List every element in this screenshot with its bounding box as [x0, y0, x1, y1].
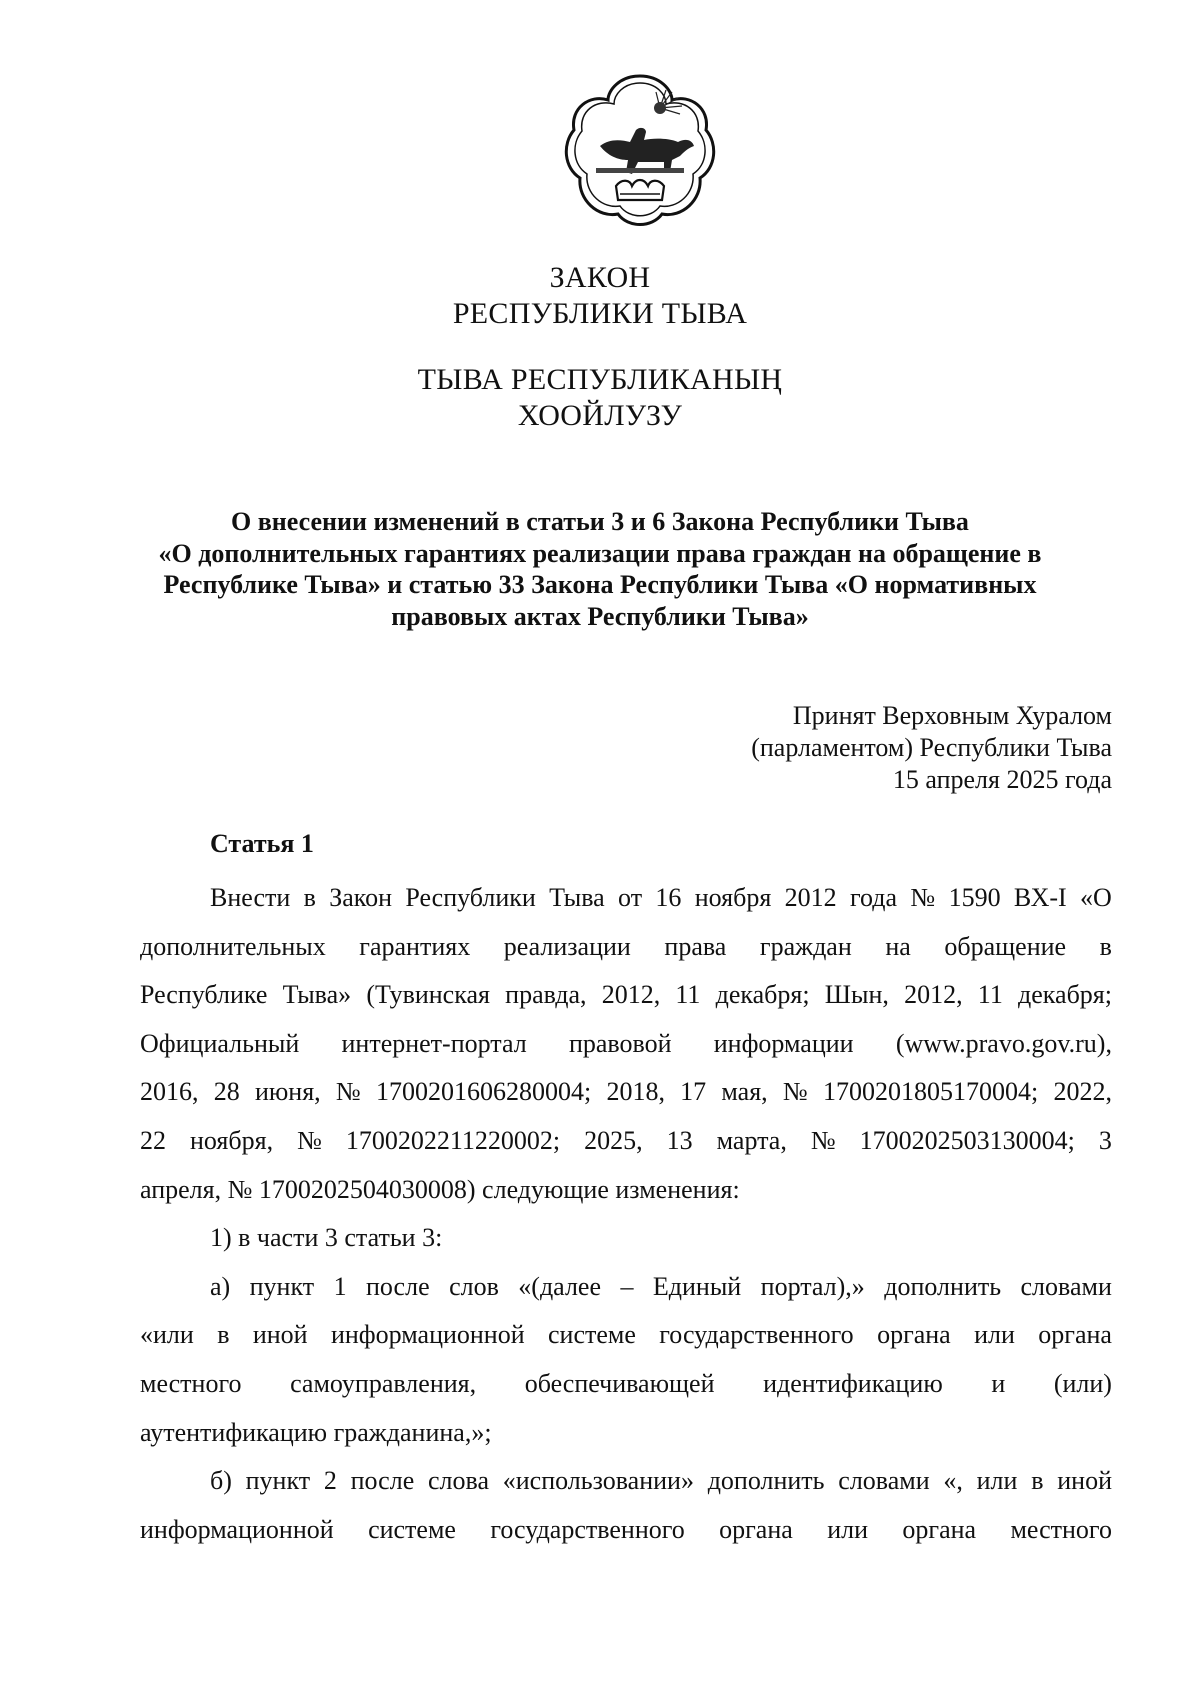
body-word: после	[350, 1466, 415, 1496]
body-word: или	[827, 1514, 869, 1544]
body-word: 3	[1098, 1125, 1112, 1155]
body-word: 1700202211220002;	[345, 1125, 561, 1155]
body-word: Тыва»	[282, 980, 352, 1010]
body-word: органа	[877, 1320, 951, 1350]
body-word: 28	[213, 1077, 240, 1107]
body-word: «использовании»	[502, 1466, 694, 1496]
body-word: системе	[368, 1514, 456, 1544]
body-word: информационной	[330, 1320, 525, 1350]
body-word: интернет-портал	[341, 1028, 527, 1058]
body-word: дополнить	[707, 1466, 825, 1496]
adoption-line: Принят Верховным Хуралом	[792, 701, 1112, 730]
body-word: б)	[210, 1466, 232, 1496]
body-word: в	[1099, 931, 1112, 961]
body-word: словами	[838, 1466, 930, 1496]
body-word: после	[366, 1271, 430, 1301]
body-word: иной	[1057, 1466, 1112, 1496]
law-title-line: РЕСПУБЛИКИ ТЫВА	[452, 297, 748, 330]
body-word: «или	[140, 1320, 194, 1350]
body-word: иной	[252, 1320, 308, 1350]
body-word: органа	[1038, 1320, 1112, 1350]
body-word: обращение	[944, 931, 1067, 961]
body-word: системе	[548, 1320, 636, 1350]
subject-line: правовых актах Республики Тыва»	[391, 601, 809, 631]
body-word: реализации	[503, 931, 631, 961]
body-word: 16	[655, 883, 682, 912]
body-word: 2018,	[606, 1077, 665, 1107]
adoption-line: (парламентом) Республики Тыва	[751, 733, 1112, 762]
body-word: 22	[140, 1125, 166, 1155]
body-word: Республики	[405, 883, 536, 912]
body-word: Официальный	[140, 1028, 300, 1058]
body-word: местного	[1010, 1514, 1112, 1544]
body-word: марта,	[716, 1125, 787, 1155]
body-word: №	[297, 1125, 322, 1155]
body-line: 1) в части 3 статьи 3:	[210, 1223, 443, 1253]
body-word: 2012,	[904, 980, 963, 1010]
law-title-tuvan	[0, 362, 1200, 434]
body-word: местного	[140, 1368, 242, 1398]
body-word: Республике	[140, 980, 268, 1010]
law-title-russian	[0, 260, 1200, 332]
body-word: информационной	[140, 1514, 334, 1544]
body-word: граждан	[759, 931, 852, 961]
body-line	[140, 1020, 1112, 1069]
body-word: 2	[323, 1466, 337, 1496]
body-word: и	[991, 1368, 1006, 1398]
body-word: 11	[977, 980, 1003, 1010]
body-word: 1700201805170004;	[822, 1077, 1039, 1107]
body-word: в	[303, 883, 316, 912]
body-word: –	[620, 1271, 634, 1301]
body-line	[140, 923, 1112, 972]
body-word: 11	[675, 980, 701, 1010]
body-line	[140, 874, 1112, 923]
body-word: или	[976, 1466, 1018, 1496]
article-body	[140, 874, 1112, 1554]
body-word: или	[974, 1320, 1015, 1350]
body-word: (www.pravo.gov.ru),	[895, 1028, 1112, 1058]
law-title-line: ЗАКОН	[549, 261, 651, 294]
law-subject	[130, 506, 1070, 632]
body-word: №	[810, 1125, 836, 1155]
body-word: дополнительных	[140, 931, 326, 961]
body-word: слов	[449, 1271, 499, 1301]
body-word: органа	[902, 1514, 977, 1544]
body-word: «,	[943, 1466, 963, 1496]
body-word: права	[664, 931, 727, 961]
body-word: декабря;	[715, 980, 810, 1010]
body-line	[140, 971, 1112, 1020]
body-word: Единый	[652, 1271, 742, 1301]
body-word: слова	[428, 1466, 489, 1496]
body-word: самоуправления,	[290, 1368, 477, 1398]
body-word: №	[910, 883, 936, 912]
subject-line: Республике Тыва» и статью 33 Закона Республики Тыва «О нормативных	[163, 570, 1037, 599]
body-word: 1	[333, 1271, 347, 1301]
article-heading: Статья 1	[210, 829, 314, 858]
body-word: июня,	[254, 1077, 321, 1107]
body-word: портал),»	[760, 1271, 865, 1301]
law-title-line: ХООЙЛУЗУ	[517, 399, 683, 432]
body-word: (или)	[1053, 1368, 1112, 1398]
adoption-note	[751, 700, 1112, 796]
body-word: 13	[666, 1125, 693, 1155]
law-title-line: ТЫВА РЕСПУБЛИКАНЫҢ	[417, 363, 783, 396]
adoption-date: 15 апреля 2025 года	[892, 765, 1112, 794]
body-word: Внести	[210, 883, 291, 912]
body-word: «(далее	[518, 1271, 602, 1301]
body-word: пункт	[249, 1271, 315, 1301]
body-word: Шын,	[824, 980, 889, 1010]
body-word: 2016,	[140, 1077, 199, 1107]
body-line: аутентификацию гражданина,»;	[140, 1417, 492, 1447]
body-word: мая,	[721, 1077, 768, 1107]
body-word: №	[335, 1077, 361, 1107]
body-word: в	[217, 1320, 230, 1350]
body-word: 2012,	[601, 980, 661, 1010]
body-word: государственного	[490, 1514, 685, 1544]
body-word: на	[885, 931, 911, 961]
body-word: декабря;	[1018, 980, 1112, 1010]
body-line	[140, 1117, 1112, 1166]
body-line	[140, 1068, 1112, 1117]
body-word: идентификацию	[763, 1368, 943, 1398]
body-word: №	[782, 1077, 808, 1107]
body-word: государственного	[659, 1320, 854, 1350]
body-line	[140, 1360, 1112, 1409]
body-word: года	[850, 883, 898, 912]
body-line	[140, 1506, 1112, 1555]
body-word: в	[1031, 1466, 1044, 1496]
body-word: 2012	[784, 883, 837, 912]
body-word: органа	[719, 1514, 793, 1544]
body-word: Закон	[329, 883, 393, 912]
body-word: дополнить	[884, 1271, 1002, 1301]
body-word: ноября	[694, 883, 772, 912]
body-word: а)	[210, 1271, 231, 1301]
body-word: 1700201606280004;	[375, 1077, 592, 1107]
body-word: словами	[1020, 1271, 1112, 1301]
body-line: апреля, № 1700202504030008) следующие изменения:	[140, 1174, 740, 1204]
subject-line: «О дополнительных гарантиях реализации права граждан на обращение в	[158, 538, 1042, 568]
body-word: «О	[1080, 883, 1112, 912]
body-word: пункт	[245, 1466, 311, 1496]
body-word: ВХ-I	[1013, 883, 1067, 912]
subject-line: О внесении изменений в статьи 3 и 6 Закона Республики Тыва	[231, 507, 969, 536]
body-word: ноября,	[190, 1125, 274, 1155]
body-line	[140, 1263, 1112, 1312]
body-word: обеспечивающей	[524, 1368, 715, 1398]
body-word: правда,	[505, 980, 587, 1010]
body-word: информации	[713, 1028, 854, 1058]
tuva-coat-of-arms-icon	[560, 68, 720, 233]
body-line	[140, 1311, 1112, 1360]
body-word: 1590	[948, 883, 1001, 912]
body-word: гарантиях	[359, 931, 471, 961]
body-line	[140, 1457, 1112, 1506]
body-word: от	[618, 883, 643, 912]
body-word: правовой	[568, 1028, 672, 1058]
body-word: (Тувинская	[366, 980, 490, 1010]
body-word: 2025,	[584, 1125, 643, 1155]
body-word: Тыва	[549, 883, 605, 912]
body-word: 17	[680, 1077, 707, 1107]
body-word: 2022,	[1053, 1077, 1112, 1107]
body-word: 1700202503130004;	[859, 1125, 1075, 1155]
